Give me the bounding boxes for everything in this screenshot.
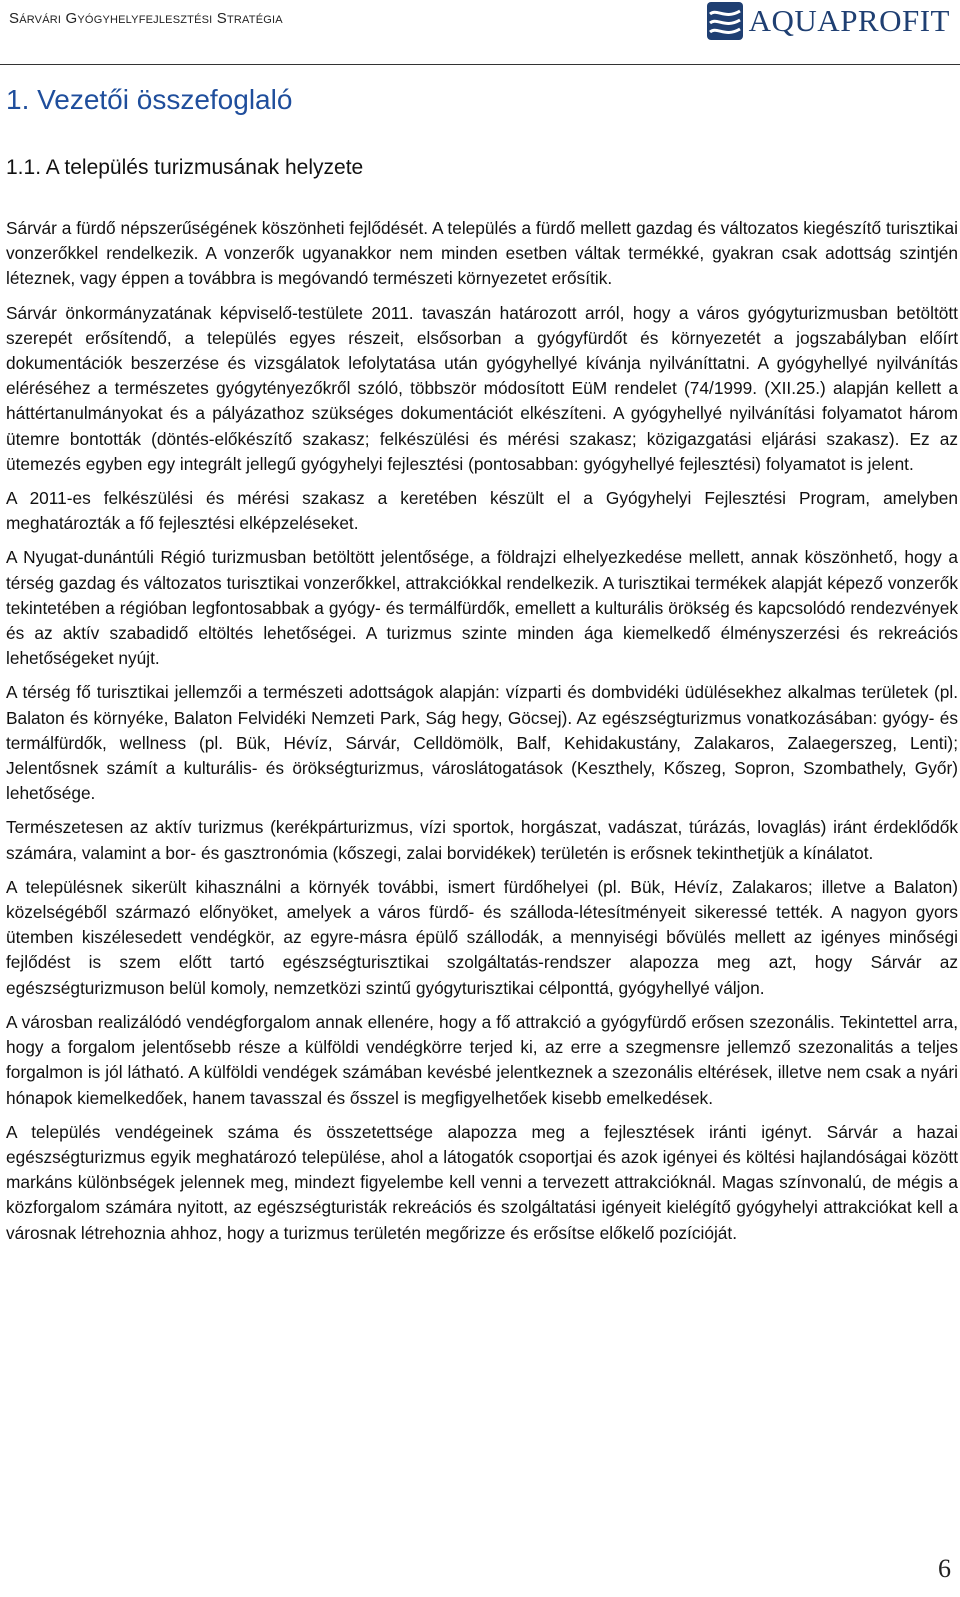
- paragraph: A településnek sikerült kihasználni a környék további, ismert fürdőhelyei (pl. Bük, Hévíz, Zalakaros; illetve a Balaton) közelségéből származó előnyöket, amelyek a város fürdő- és szálloda-létesítményeit sikeressé tették. A nagyon gyors ütemben kiszélesedett vendégkör, az egyre-másra épülő szállodák, a mennyiségi bővülés mellett az igényes minőségi fejlődést is szem előtt tartó egészségturisztikai szolgáltatás-rendszer alapozza meg azt, hogy Sárvár az egészségturizmuson belül komoly, nemzetközi szintű gyógyturisztikai célponttá, gyógyhellyé váljon.: [6, 876, 958, 998]
- header-divider: [0, 64, 960, 65]
- paragraph: Sárvár önkormányzatának képviselő-testülete 2011. tavaszán határozott arról, hogy a város gyógyturizmusban betöltött szerepét erősítendő, a település egyes részeit, elsősorban a gyógyfürdőt és környezetét a jogszabályban előírt dokumentációk beszerzése és vizsgálatok lefolytatása után gyógyhellyé kívánja nyilváníttatni. A gyógyhellyé nyilvánítás eléréséhez a természetes gyógytényezőkről szóló, többször módosított EüM rendelet (74/1999. (XII.25.) alapján kellett a háttértanulmányokat és a pályázathoz szükséges dokumentációt elkészíteni. A gyógyhellyé nyilvánítási folyamatot három ütemre bontották (döntés-előkészítő szakasz; felkészülési és mérési szakasz; közigazgatási eljárási szakasz). Ez az ütemezés egyben egy integrált jellegű gyógyhelyi fejlesztési (pontosabban: gyógyhellyé fejlesztési) folyamatot is jelent.: [6, 302, 958, 474]
- aquaprofit-logo: [707, 2, 950, 40]
- paragraph: Sárvár a fürdő népszerűségének köszönheti fejlődését. A település a fürdő mellett gazdag és változatos kiegészítő turisztikai vonzerőkkel rendelkezik. A vonzerők ugyanakkor nem minden esetben váltak termékké, gyakran csak adottság szintjén léteznek, vagy éppen a továbbra is megóvandó természeti környezetet erősítik.: [6, 218, 958, 289]
- aquaprofit-wave-icon: [707, 2, 743, 40]
- paragraph: Természetesen az aktív turizmus (kerékpárturizmus, vízi sportok, horgászat, vadászat, túrázás, lovaglás) iránt érdeklődők számára, valamint a bor- és gasztronómia (kőszegi, zalai borvidékek) területén is erősnek tekinthetjük a kínálatot.: [6, 817, 958, 863]
- page-number: 6: [938, 1554, 951, 1583]
- logo-text: AQUAPROFIT: [748, 3, 950, 38]
- paragraph: A település vendégeinek száma és összetettsége alapozza meg a fejlesztések iránti igényt. Sárvár a hazai egészségturizmus egyik meghatározó települése, ahol a látogatók csoportjai és azok igényei és költési hajlandóságai között markáns különbségek jelennek meg, mindezt figyelembe kell venni a tervezett attrakcióknál. Magas színvonalú, de mégis a közforgalom számára nyitott, az egészségturisták rekreációs és szolgáltatási igényeit kielégítő gyógyhelyi attrakciókat kell a városnak létrehoznia ahhoz, hogy a turizmus területén megőrizze és erősítse előkelő pozícióját.: [6, 1121, 958, 1243]
- paragraph: A városban realizálódó vendégforgalom annak ellenére, hogy a fő attrakció a gyógyfürdő erősen szezonális. Tekintettel arra, hogy a forgalom jelentősebb része a külföldi vendégkörre terjed ki, az erre a szegmensre jellemző szezonalitás a teljes forgalmon is jól látható. A külföldi vendégek számában kevésbé jelentkeznek a szezonális eltérések, illetve nem csak a nyári hónapok kiemelkedőek, hanem tavasszal és ősszel is megfigyelhetőek kisebb emelkedések.: [6, 1011, 958, 1108]
- subsection-heading: 1.1. A település turizmusának helyzete: [6, 156, 364, 179]
- paragraph: A 2011-es felkészülési és mérési szakasz a keretében készült el a Gyógyhelyi Fejlesztési Program, amelyben meghatározták a fő fejlesztési elképzeléseket.: [6, 488, 958, 534]
- paragraph: A Nyugat-dunántúli Régió turizmusban betöltött jelentősége, a földrajzi elhelyezkedése mellett, annak köszönhető, hogy a térség gazdag és változatos turisztikai vonzerőkkel, attrakciókkal rendelkezik. A turisztikai termékek alapját képező vonzerők tekintetében a régióban legfontosabbak a gyógy- és termálfürdők, emellett a kulturális örökség és kapcsolódó rendezvények és az aktív szabadidő eltöltés lehetőségei. A turizmus szinte minden ága kiemelkedő élményszerzési és rekreációs lehetőségeket nyújt.: [6, 547, 958, 669]
- page-header: [0, 0, 960, 66]
- paragraph: A térség fő turisztikai jellemzői a természeti adottságok alapján: vízparti és dombvidéki üdülésekhez alkalmas területek (pl. Balaton és környéke, Balaton Felvidéki Nemzeti Park, Ság hegy, Göcsej). Az egészségturizmus vonatkozásában: gyógy- és termálfürdők, wellness (pl. Bük, Hévíz, Sárvár, Celldömölk, Balf, Kehidakustány, Zalakaros, Zalaegerszeg, Lenti); Jelentősnek számít a kulturális- és örökségturizmus, városlátogatások (Keszthely, Kőszeg, Sopron, Szombathely, Győr) lehetősége.: [6, 682, 958, 804]
- document-body: [6, 216, 958, 1255]
- document-title: Sárvári Gyógyhelyfejlesztési Stratégia: [9, 10, 283, 27]
- section-heading: 1. Vezetői összefoglaló: [6, 84, 293, 115]
